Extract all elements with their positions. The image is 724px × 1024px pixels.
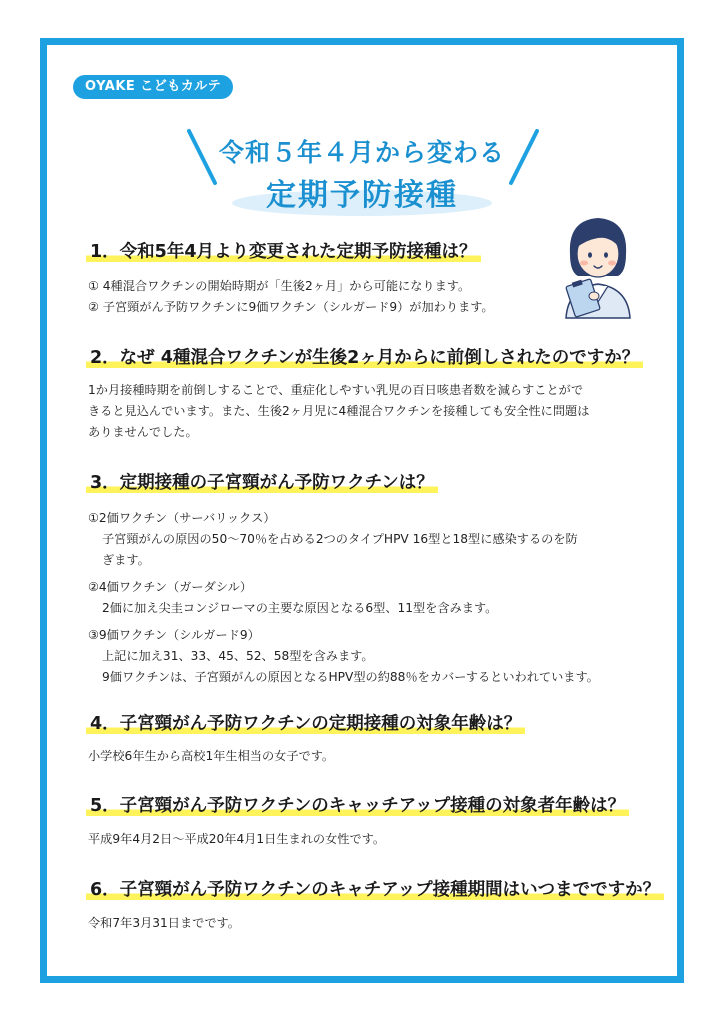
nurse-illustration-icon (548, 210, 648, 320)
section-2-line-2: きると見込んでいます。また、生後2ヶ月児に4種混合ワクチンを接種しても安全性に問題は (88, 404, 590, 418)
section-6-body (88, 913, 240, 934)
vaccine-2-title: ①2価ワクチン（サーバリックス） (88, 511, 276, 525)
section-1-line-1: ① 4種混合ワクチンの開始時期が「生後2ヶ月」から可能になります。 (88, 279, 471, 293)
section-5-line-1: 平成9年4月2日～平成20年4月1日生まれの女性です。 (88, 832, 386, 846)
section-1-line-2: ② 子宮頸がん予防ワクチンに9価ワクチン（シルガード9）が加わります。 (88, 300, 494, 314)
vaccine-4-line-1: 2価に加え尖圭コンジローマの主要な原因となる6型、11型を含みます。 (102, 601, 498, 615)
section-3-heading: 3．定期接種の子宮頸がん予防ワクチンは？ (86, 469, 438, 494)
section-2-line-3: ありませんでした。 (88, 425, 198, 439)
vaccine-9-line-1: 上記に加え31、33、45、52、58型を含みます。 (102, 649, 374, 663)
title-line-2: 定期予防接種 (266, 178, 458, 213)
section-4-line-1: 小学校6年生から高校1年生相当の女子です。 (88, 749, 335, 763)
vaccine-9-title: ③9価ワクチン（シルガード9） (88, 628, 260, 642)
vaccine-2-line-1: 子宮頸がんの原因の50～70％を占める2つのタイプHPV 16型と18型に感染するのを防 (102, 532, 578, 546)
vaccine-2-line-2: ぎます。 (102, 553, 150, 567)
title-line-1: 令和５年４月から変わる (218, 138, 505, 167)
brand-badge: OYAKE こどもカルテ (73, 75, 233, 99)
vaccine-9-line-2: 9価ワクチンは、子宮頸がんの原因となるHPV型の約88％をカバーするといわれています。 (102, 670, 599, 684)
section-1-heading: 1．令和5年4月より変更された定期予防接種は？ (86, 238, 481, 263)
section-5-heading: 5．子宮頸がん予防ワクチンのキャッチアップ接種の対象者年齢は？ (86, 792, 629, 817)
section-5-body (88, 829, 385, 850)
section-2-line-1: 1か月接種時期を前倒しすることで、重症化しやすい乳児の百日咳患者数を減らすことがで (88, 383, 584, 397)
section-3-body (88, 508, 599, 688)
section-6-line-1: 令和7年3月31日までです。 (88, 916, 240, 930)
section-4-body (88, 746, 334, 767)
section-2-heading: 2．なぜ 4種混合ワクチンが生後2ヶ月からに前倒しされたのですか？ (86, 344, 643, 369)
section-2-body (88, 380, 589, 443)
vaccine-4-title: ②4価ワクチン（ガーダシル） (88, 580, 253, 594)
section-4-heading: 4．子宮頸がん予防ワクチンの定期接種の対象年齢は？ (86, 710, 525, 735)
section-1-body (88, 276, 494, 318)
section-6-heading: 6．子宮頸がん予防ワクチンのキャチアップ接種期間はいつまでですか？ (86, 876, 664, 901)
